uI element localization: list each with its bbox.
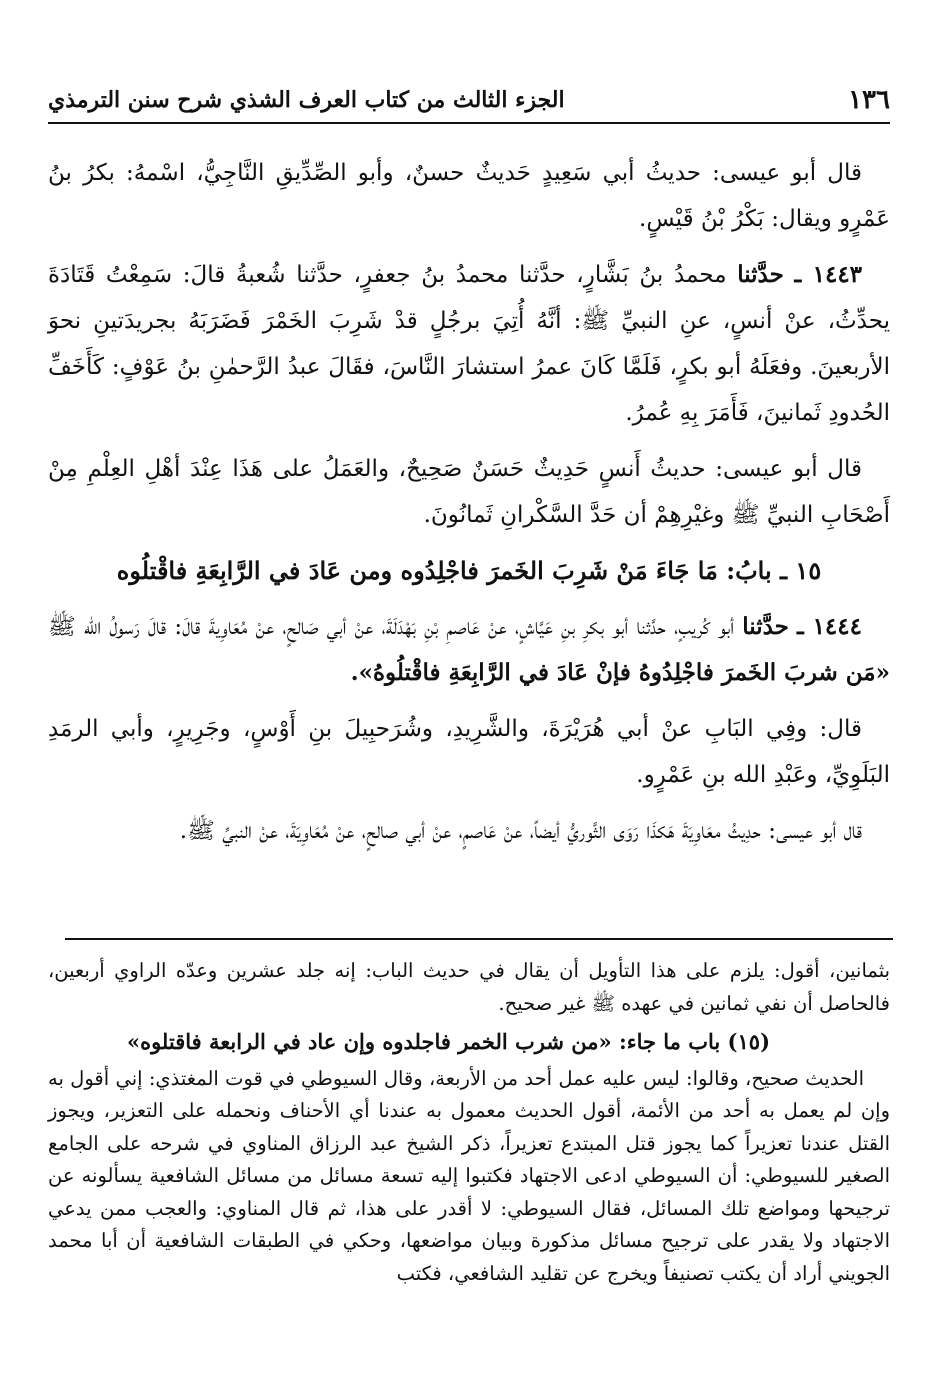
commentary-paragraph-3: قال: وفِي البَابِ عنْ أبي هُرَيْرَةَ، والشَّرِيدِ، وشُرَحبِيلَ بنِ أَوْسٍ، وجَرِيرٍ، وأبي الرمَدِ البَلَوِيِّ، وعَبْدِ الله بنِ عَمْرٍو.	[48, 716, 890, 788]
hadith-number: ١٤٤٣ ـ	[794, 261, 863, 288]
footnote-paragraph-2: الحديث صحيح، وقالوا: ليس عليه عمل أحد من الأربعة، وقال السيوطي في قوت المغتذي: إني أقول به وإن لم يعمل به أحد من الأئمة، أقول الحديث معمول به عندنا أي الأحناف ونحمله على التعزير، ويجوز القتل عندنا تعزيراً كما يجوز قتل المبتدع تعزيراً، ذكر الشيخ عبد الرزاق المناوي في شرحه على الجامع الصغير للسيوطي: أن السيوطي ادعى الاجتهاد فكتبوا إليه تسعة مسائل من مسائل الشافعية يسألونه عن ترجيحها ومواضع تلك المسائل، فقال السيوطي: لا أقدر على هذا، ثم قال المناوي: والعجب ممن يدعي الاجتهاد ولا يقدر على ترجيح مسائل مذكورة وبيان مواضعها، وحكي في الطبقات الشافعية أن أبا محمد الجويني أراد أن يكتب تصنيفاً ويخرج عن تقليد الشافعي، فكتب	[48, 1066, 890, 1285]
chapter-heading: ١٥ ـ بابُ: مَا جَاءَ مَنْ شَرِبَ الخَمرَ فاجْلِدُوه ومن عَادَ في الرَّابِعَةِ فاقْتلُوه	[116, 556, 822, 585]
hadith-text: محمدُ بنُ بَشَّارٍ، حدَّثنا محمدُ بنُ جعفرٍ، حدَّثنا شُعبةُ قالَ: سَمِعْتُ قَتَادَةَ يحدِّثُ، عنْ أنسٍ، عنِ النبيِّ ﷺ: أنَّهُ أُتِيَ برجُلٍ قدْ شَرِبَ الخَمْرَ فَضَرَبَهُ بجريدَتينِ نحوَ الأربعينَ. وفعَلَهُ أبو بكرٍ، فَلَمَّا كَانَ عمرُ استشارَ النَّاسَ، فقَالَ عبدُ الرَّحمٰنِ بنُ عَوْفٍ: كَأَخَفِّ الحُدودِ ثَمانينَ، فَأَمَرَ بِهِ عُمرُ.	[48, 262, 890, 426]
hadith-opening: حدَّثنا	[737, 261, 784, 288]
commentary-paragraph-2: قال أبو عيسى: حديثُ أَنسٍ حَدِيثٌ حَسَنٌ صَحِيحٌ، والعَمَلُ على هَذَا عِنْدَ أهْلِ العِلْمِ مِنْ أَصْحَابِ النبيِّ ﷺ وغيْرِهِمْ أن حَدَّ السَّكْرانِ ثَمانُونَ.	[48, 456, 890, 528]
footnote-chapter-heading: (١٥) باب ما جاء: «من شرب الخمر فاجلدوه وإن عاد في الرابعة فاقتلوه»	[126, 1029, 770, 1054]
running-title: الجزء الثالث من كتاب العرف الشذي شرح سنن الترمذي	[48, 87, 565, 113]
commentary-paragraph-4: قال أبو عيسى: حدِيثُ معَاوِيَةَ هَكذَا رَوَى الثَّوريُّ أيضاً، عنْ عَاصمٍ، عنْ أبي صالحٍ، عنْ مُعَاوِيَةَ، عنْ النبيِّ ﷺ.	[179, 818, 862, 844]
hadith-opening: حدَّثنا	[742, 613, 789, 640]
hadith-quote: «مَن شربَ الخَمرَ فاجْلِدُوهُ فإنْ عَادَ في الرَّابِعَةِ فاقْتلُوهُ».	[350, 659, 890, 686]
footnote-paragraph-1: بثمانين، أقول: يلزم على هذا التأويل أن يقال في حديث الباب: إنه جلد عشرين وعدّه الراوي أربعين، فالحاصل أن نفي ثمانين في عهده ﷺ غير صحيح.	[48, 959, 890, 1015]
main-text	[48, 150, 890, 864]
footnote-divider	[65, 938, 893, 940]
running-header	[48, 78, 890, 124]
hadith-text: أبو كُريبٍ، حدَّثنا أبو بكرِ بنِ عَيَّاشٍ، عنْ عَاصمِ بْنِ بَهْدَلَةَ، عنْ أبي صَالحٍ، عنْ مُعَاوِيةَ قالَ: قالَ رَسولُ الله ﷺ	[48, 614, 735, 640]
footnotes	[48, 955, 890, 1296]
commentary-paragraph-1: قال أبو عيسى: حديثُ أبي سَعِيدٍ حَديثٌ حسنٌ، وأبو الصِّدِّيقِ النَّاجِيُّ، اسْمهُ: بكرُ بنُ عَمْرٍو ويقال: بَكْرُ بْنُ قَيْسٍ.	[48, 160, 890, 232]
hadith-number: ١٤٤٤ ـ	[797, 613, 862, 640]
hadith-1443	[48, 252, 890, 436]
page-number: ١٣٦	[848, 85, 890, 115]
hadith-1444	[48, 604, 890, 696]
